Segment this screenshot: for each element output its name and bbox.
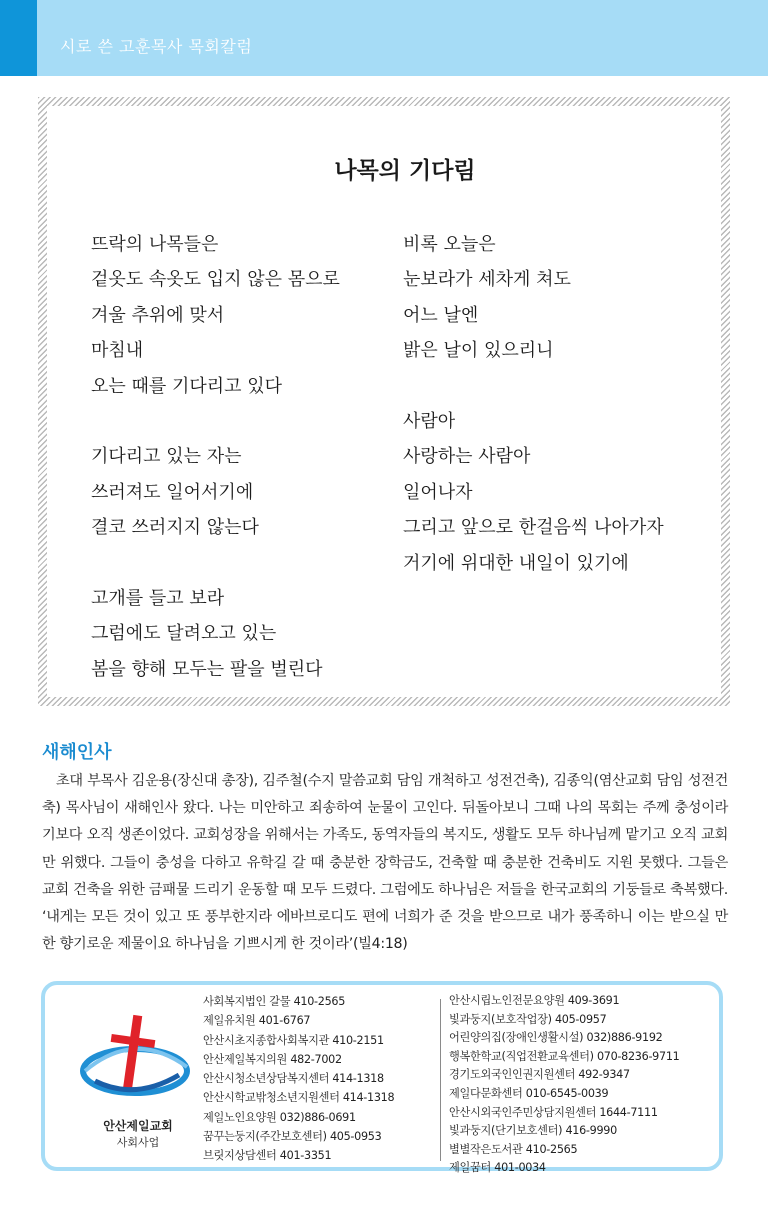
directory-entry: 어린양의집(장애인생활시설) 032)886-9192 xyxy=(449,1031,663,1045)
directory-entry: 빛과둥지(단기보호센터) 416-9990 xyxy=(449,1124,617,1138)
poem-line: 그리고 앞으로 한걸음씩 나아가자 xyxy=(403,517,664,538)
section-title: 새해인사 xyxy=(42,742,112,763)
poem-line: 어느 날엔 xyxy=(403,305,479,326)
poem-title: 나목의 기다림 xyxy=(334,158,476,184)
poem-line: 사람아 xyxy=(403,411,456,432)
poem-line: 그럼에도 달려오고 있는 xyxy=(91,623,277,644)
column-header xyxy=(0,0,768,76)
directory-entry: 꿈꾸는둥지(주간보호센터) 405-0953 xyxy=(203,1130,382,1144)
social-services-directory xyxy=(41,981,723,1175)
directory-entry: 안산시립노인전문요양원 409-3691 xyxy=(449,994,620,1007)
header-accent-bar xyxy=(0,0,37,76)
poem-line: 밝은 날이 있으리니 xyxy=(403,340,554,361)
directory-entry: 안산시외국인주민상담지원센터 1644-7111 xyxy=(449,1105,658,1119)
church-logo-icon xyxy=(75,1009,205,1109)
poem-line: 거기에 위대한 내일이 있기에 xyxy=(403,553,629,574)
directory-entry: 빛과둥지(보호작업장) 405-0957 xyxy=(449,1012,607,1026)
poem-line: 오는 때를 기다리고 있다 xyxy=(91,376,283,397)
poem-line: 결코 쓰러지지 않는다 xyxy=(91,517,259,538)
directory-entry: 경기도외국인인권지원센터 492-9347 xyxy=(449,1068,630,1082)
poem-frame xyxy=(38,97,730,706)
poem-line: 뜨락의 나목들은 xyxy=(91,234,219,255)
directory-entry: 안산시초지종합사회복지관 410-2151 xyxy=(203,1033,384,1047)
directory-entry: 사회복지법인 갈물 410-2565 xyxy=(203,995,346,1008)
directory-column-left xyxy=(203,992,394,1166)
directory-column-right xyxy=(449,992,679,1178)
directory-entry: 제일유치원 401-6767 xyxy=(203,1014,311,1028)
directory-entry: 제일노인요양원 032)886-0691 xyxy=(203,1110,356,1124)
directory-divider xyxy=(440,999,441,1161)
directory-entry: 안산시학교밖청소년지원센터 414-1318 xyxy=(203,1091,395,1105)
poem-line: 마침내 xyxy=(91,340,144,361)
directory-entry: 행복한학교(직업전환교육센터) 070-8236-9711 xyxy=(449,1049,680,1063)
poem-line: 기다리고 있는 자는 xyxy=(91,446,242,467)
poem-line: 쓰러져도 일어서기에 xyxy=(91,482,254,503)
poem-line: 겉옷도 속옷도 입지 않은 몸으로 xyxy=(91,269,340,290)
org-subtitle: 사회사업 xyxy=(116,1136,160,1149)
poem-line: 겨울 추위에 맞서 xyxy=(91,305,225,326)
poem-line: 비록 오늘은 xyxy=(403,234,496,255)
greeting-body: 초대 부목사 김운용(장신대 총장), 김주철(수지 말씀교회 담임 개척하고 성전건축), 김종익(염산교회 담임 성전건축) 목사님이 새해인사 왔다. 나는 미안하고 죄송하여 눈물이 고인다. 뒤돌아보니 그때 나의 목회는 주께 충성이라기보다 오직 생존이었다. 교회성장을 위해서는 가족도, 동역자들의 복지도, 생활도 모두 하나님께 맡기고 오직 교회만 위했다. 그들이 충성을 다하고 유학길 갈 때 충분한 장학금도, 건축할 때 충분한 건축비도 지원 못했다. 그들은 교회 건축을 위한 금패물 드리기 운동할 때 모두 드렸다. 그럼에도 하나님은 저들을 한국교회의 기둥들로 축복했다. ‘내게는 모든 것이 있고 또 풍부한지라 에바브로디도 편에 너희가 준 것을 받으므로 내가 풍족하니 이는 받으실 만한 향기로운 제물이요 하나님을 기쁘시게 한 것이라’(빌4:18) xyxy=(42,773,728,953)
directory-entry: 안산시청소년상담복지센터 414-1318 xyxy=(203,1072,384,1086)
poem-line: 눈보라가 세차게 쳐도 xyxy=(403,269,571,290)
poem-line: 봄을 향해 모두는 팔을 벌린다 xyxy=(91,659,323,680)
org-name: 안산제일교회 xyxy=(103,1119,173,1133)
poem-line: 사랑하는 사람아 xyxy=(403,446,531,467)
poem-line: 일어나자 xyxy=(403,482,473,503)
directory-entry: 별별작은도서관 410-2565 xyxy=(449,1142,578,1156)
column-series-title: 시로 쓴 고훈목사 목회칼럼 xyxy=(60,37,253,56)
directory-entry: 안산제일복지의원 482-7002 xyxy=(203,1052,342,1066)
directory-entry: 제일꿈터 401-0034 xyxy=(449,1161,546,1175)
directory-entry: 브릿지상담센터 401-3351 xyxy=(203,1149,332,1163)
poem-line: 고개를 들고 보라 xyxy=(91,588,225,609)
directory-entry: 제일다문화센터 010-6545-0039 xyxy=(449,1086,609,1100)
poem-panel xyxy=(47,106,721,697)
